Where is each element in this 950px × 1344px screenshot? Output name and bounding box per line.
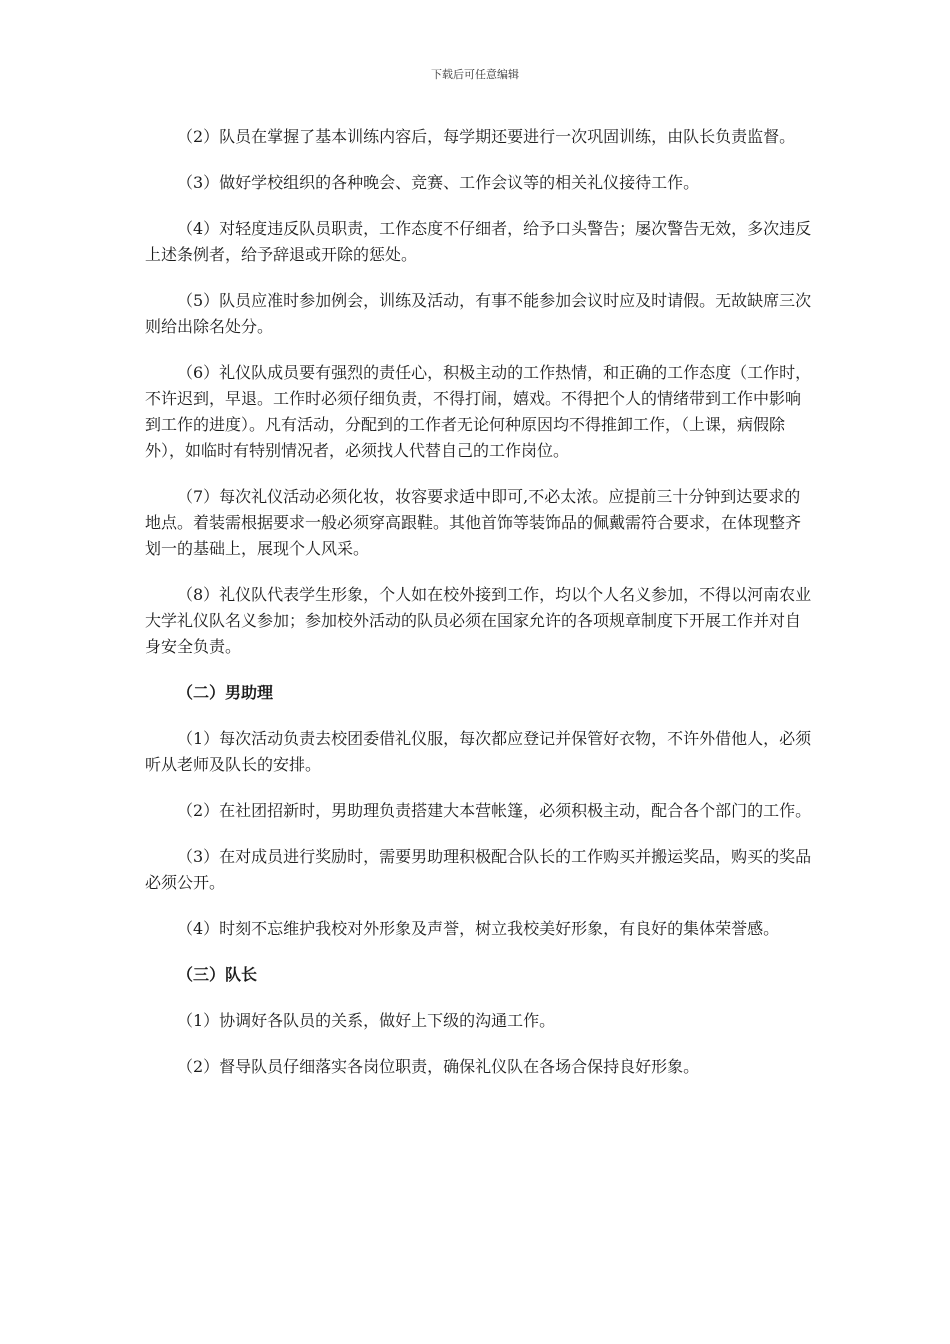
page-header: 下载后可任意编辑 xyxy=(431,68,519,81)
section-heading-captain: （三）队长 xyxy=(177,965,258,984)
paragraph: （4）时刻不忘维护我校对外形象及声誉，树立我校美好形象，有良好的集体荣誉感。 xyxy=(177,919,780,938)
paragraph: （8）礼仪队代表学生形象，个人如在校外接到工作，均以个人名义参加，不得以河南农业大学礼仪队名义参加；参加校外活动的队员必须在国家允许的各项规章制度下开展工作并对自身安全负责。 xyxy=(145,585,812,656)
paragraph: （4）对轻度违反队员职责，工作态度不仔细者，给予口头警告；屡次警告无效，多次违反上述条例者，给予辞退或开除的惩处。 xyxy=(145,219,812,264)
paragraph: （1）每次活动负责去校团委借礼仪服，每次都应登记并保管好衣物，不许外借他人，必须听从老师及队长的安排。 xyxy=(145,729,812,774)
paragraph: （1）协调好各队员的关系，做好上下级的沟通工作。 xyxy=(177,1011,556,1030)
paragraph: （2）督导队员仔细落实各岗位职责，确保礼仪队在各场合保持良好形象。 xyxy=(177,1057,700,1076)
section-heading-assistant: （二）男助理 xyxy=(177,683,274,702)
paragraph: （5）队员应准时参加例会，训练及活动，有事不能参加会议时应及时请假。无故缺席三次则给出除名处分。 xyxy=(145,291,812,336)
paragraph: （6）礼仪队成员要有强烈的责任心，积极主动的工作热情，和正确的工作态度（工作时，不许迟到，早退。工作时必须仔细负责，不得打闹，嬉戏。不得把个人的情绪带到工作中影响到工作的进度）。凡有活动，分配到的工作者无论何种原因均不得推卸工作，（上课，病假除外），如临时有特别情况者，必须找人代替自己的工作岗位。 xyxy=(145,363,812,460)
paragraph: （2）在社团招新时，男助理负责搭建大本营帐篷，必须积极主动，配合各个部门的工作。 xyxy=(177,801,812,820)
document-body xyxy=(145,124,815,1100)
paragraph: （7）每次礼仪活动必须化妆，妆容要求适中即可,不必太浓。应提前三十分钟到达要求的地点。着装需根据要求一般必须穿高跟鞋。其他首饰等装饰品的佩戴需符合要求，在体现整齐划一的基础上，展现个人风采。 xyxy=(145,487,802,558)
paragraph: （2）队员在掌握了基本训练内容后，每学期还要进行一次巩固训练，由队长负责监督。 xyxy=(177,127,796,146)
paragraph: （3）做好学校组织的各种晚会、竞赛、工作会议等的相关礼仪接待工作。 xyxy=(177,173,700,192)
paragraph: （3）在对成员进行奖励时，需要男助理积极配合队长的工作购买并搬运奖品，购买的奖品必须公开。 xyxy=(145,847,812,892)
